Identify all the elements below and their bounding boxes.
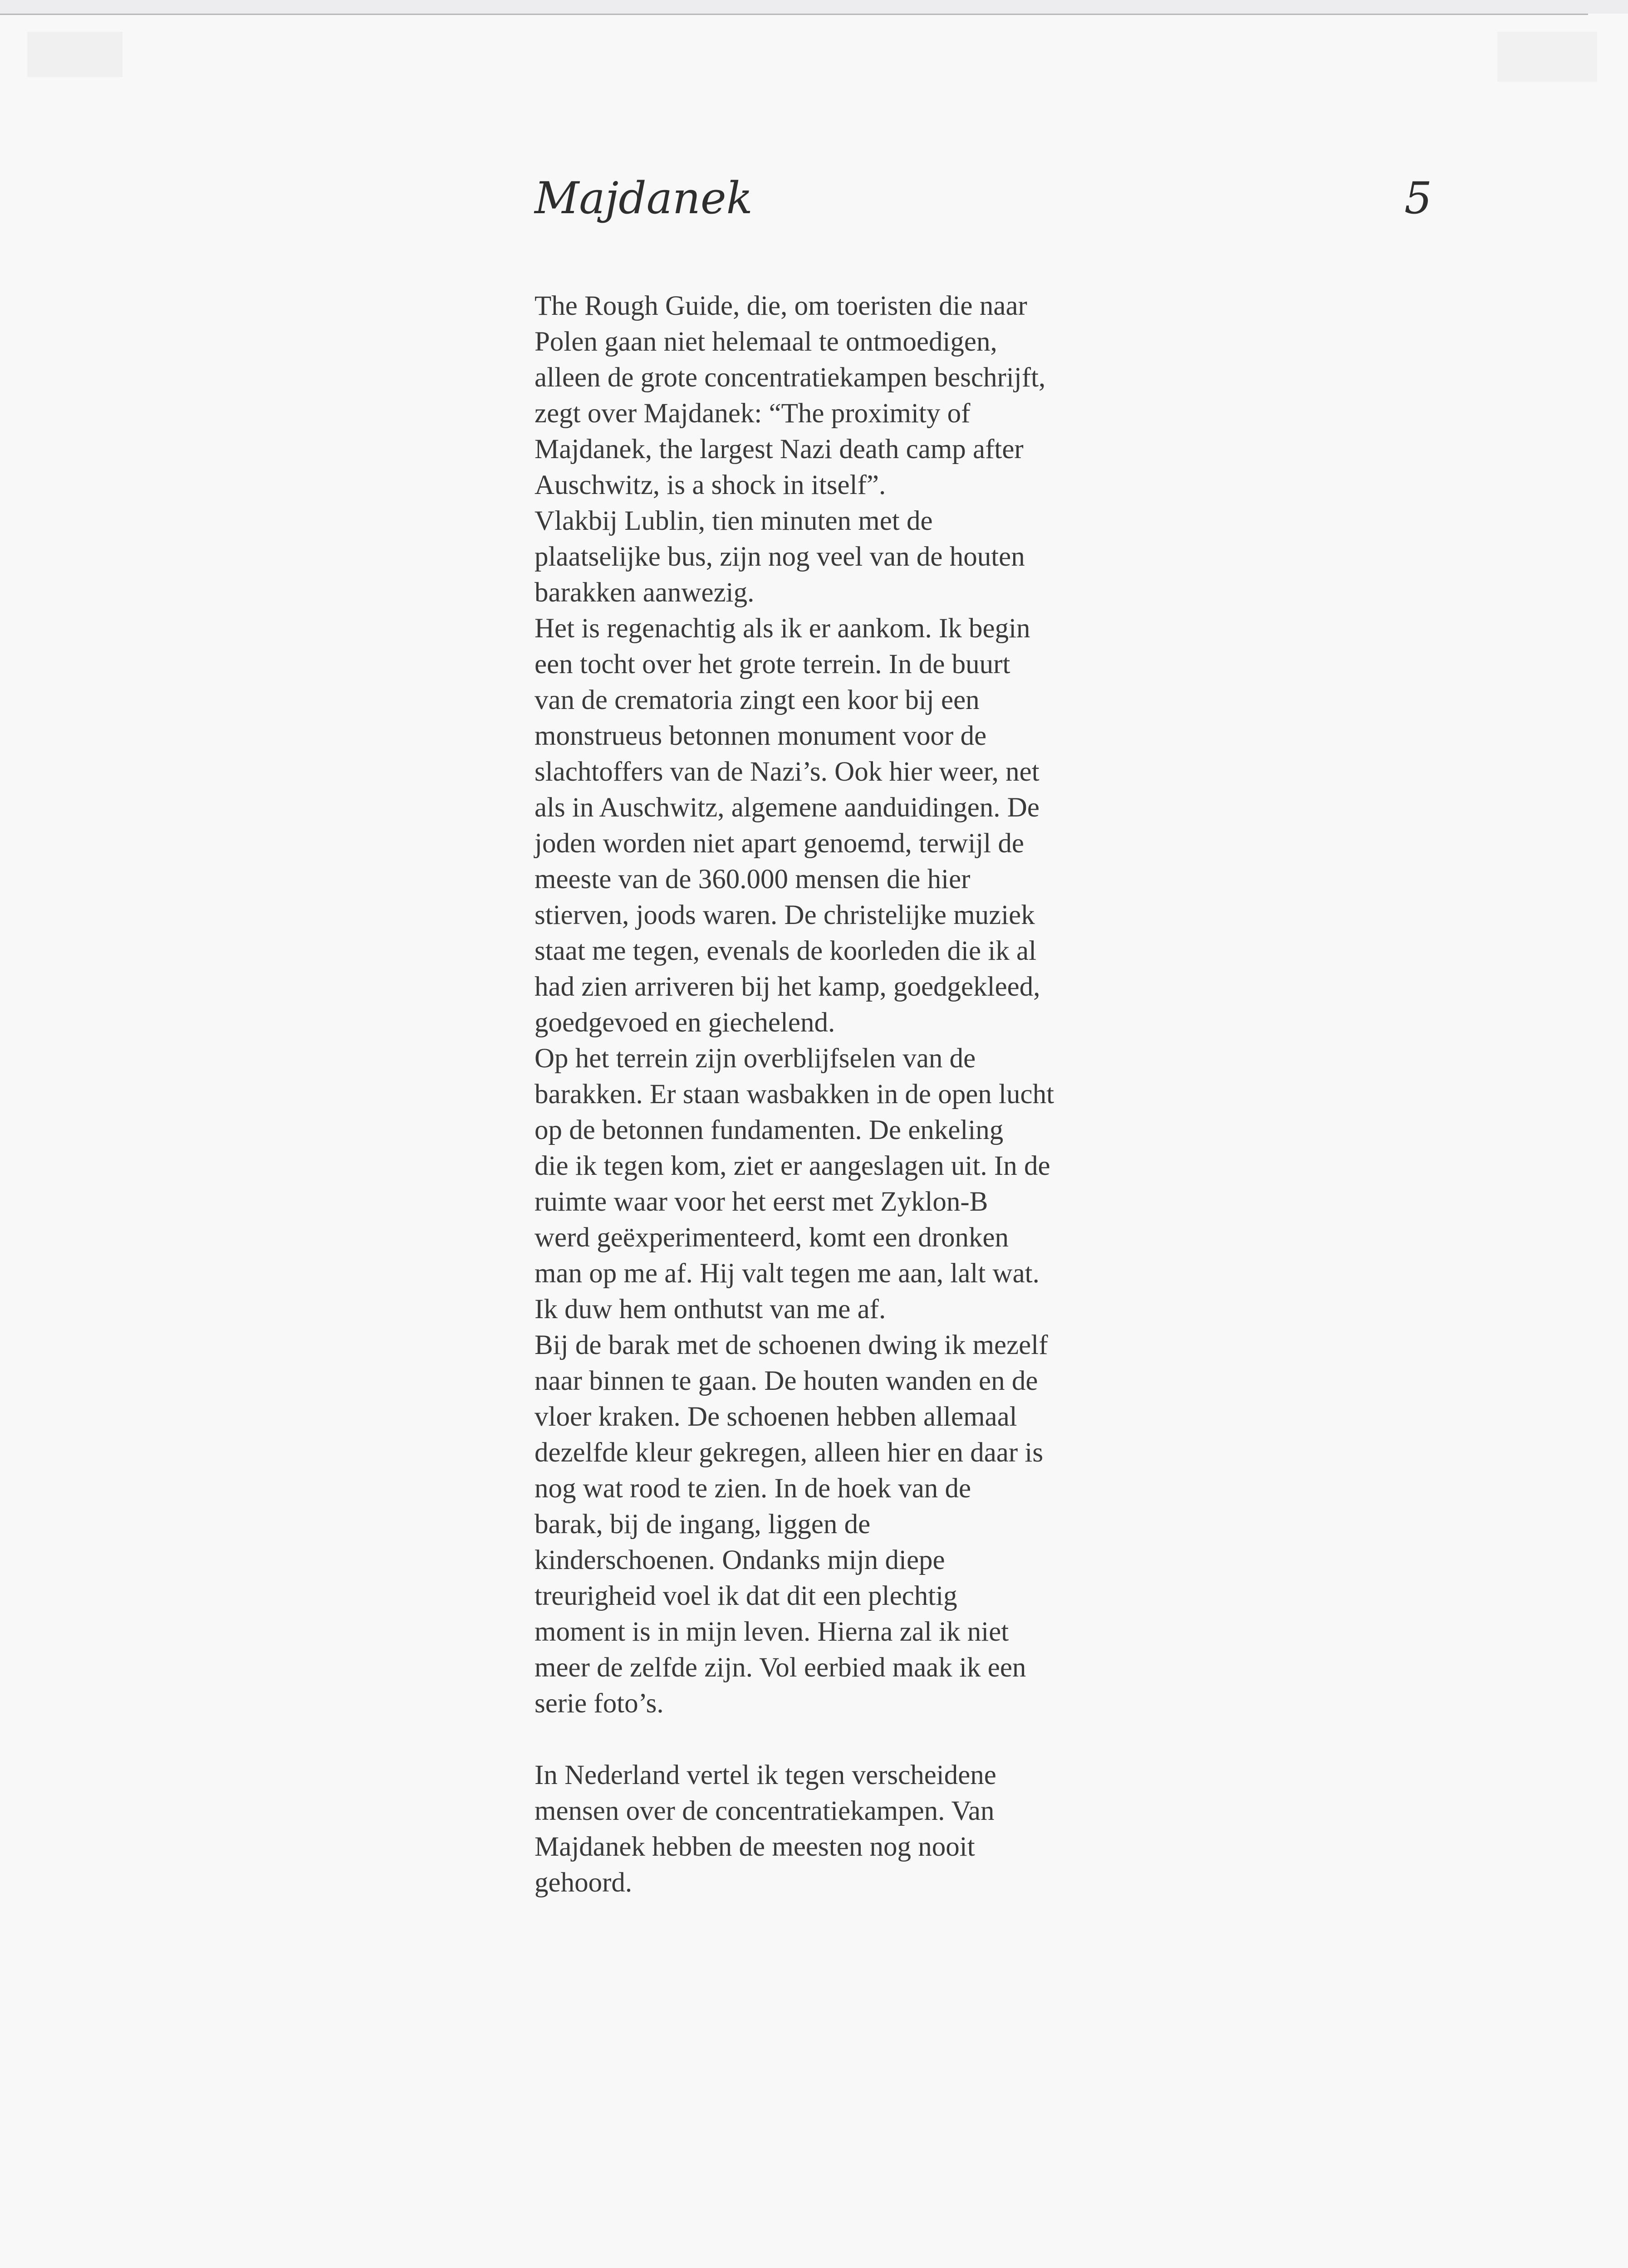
text-line: dezelfde kleur gekregen, alleen hier en daar is [534,1437,1044,1468]
text-line: Auschwitz, is a shock in itself”. [534,470,886,500]
text-line: werd geëxperimenteerd, komt een dronken [534,1222,1009,1253]
text-line: Majdanek hebben de meesten nog nooit [534,1832,975,1862]
text-line: barakken aanwezig. [534,577,755,608]
text-line: moment is in mijn leven. Hierna zal ik niet [534,1617,1009,1647]
text-line: die ik tegen kom, ziet er aangeslagen uit. In de [534,1151,1050,1181]
text-line: joden worden niet apart genoemd, terwijl de [534,828,1024,859]
text-line: zegt over Majdanek: “The proximity of [534,398,971,429]
text-line: had zien arriveren bij het kamp, goedgekleed, [534,972,1040,1002]
text-line: slachtoffers van de Nazi’s. Ook hier weer, net [534,757,1040,787]
text-line: ruimte waar voor het eerst met Zyklon-B [534,1187,988,1217]
text-line: Vlakbij Lublin, tien minuten met de [534,506,933,536]
text-line: staat me tegen, evenals de koorleden die ik al [534,936,1037,966]
text-line: Op het terrein zijn overblijfselen van de [534,1043,976,1074]
scan-shade-right [1497,32,1597,82]
text-line: meeste van de 360.000 mensen die hier [534,864,971,894]
text-line: In Nederland vertel ik tegen verscheidene [534,1760,996,1790]
text-line: Ik duw hem onthutst van me af. [534,1294,886,1325]
text-line: treurigheid voel ik dat dit een plechtig [534,1581,957,1611]
text-line: een tocht over het grote terrein. In de buurt [534,649,1010,679]
text-line: Bij de barak met de schoenen dwing ik mezelf [534,1330,1048,1360]
text-line: serie foto’s. [534,1688,664,1719]
text-line: vloer kraken. De schoenen hebben allemaal [534,1402,1017,1432]
text-line: op de betonnen fundamenten. De enkeling [534,1115,1004,1145]
text-line: plaatselijke bus, zijn nog veel van de houten [534,542,1025,572]
text-line: Majdanek, the largest Nazi death camp after [534,434,1024,464]
text-line: Polen gaan niet helemaal te ontmoedigen, [534,327,997,357]
text-line: mensen over de concentratiekampen. Van [534,1796,995,1826]
text-line: Het is regenachtig als ik er aankom. Ik begin [534,613,1030,644]
text-line: monstrueus betonnen monument voor de [534,721,987,751]
paragraph-2 [534,1757,1170,1901]
text-line: meer de zelfde zijn. Vol eerbied maak ik een [534,1652,1026,1683]
text-line: The Rough Guide, die, om toeristen die naar [534,291,1027,321]
text-line: naar binnen te gaan. De houten wanden en de [534,1366,1038,1396]
text-line: gehoord. [534,1867,633,1898]
paragraph-1 [534,288,1170,1721]
paragraph-gap [534,1721,1170,1757]
text-line: barak, bij de ingang, liggen de [534,1509,871,1540]
scan-shade-left [27,32,123,77]
page-title: Majdanek [534,173,753,224]
text-line: barakken. Er staan wasbakken in de open lucht [534,1079,1054,1110]
text-line: kinderschoenen. Ondanks mijn diepe [534,1545,945,1575]
text-line: stierven, joods waren. De christelijke muziek [534,900,1035,930]
text-line: alleen de grote concentratiekampen beschrijft, [534,362,1046,393]
text-line: goedgevoed en giechelend. [534,1007,835,1038]
text-line: man op me af. Hij valt tegen me aan, lalt wat. [534,1258,1040,1289]
page-number: 5 [1404,173,1432,224]
page-top-edge [0,14,1588,15]
text-line: van de crematoria zingt een koor bij een [534,685,980,715]
text-line: als in Auschwitz, algemene aanduidingen. De [534,792,1040,823]
body-text [534,288,1170,1901]
text-line: nog wat rood te zien. In de hoek van de [534,1473,971,1504]
